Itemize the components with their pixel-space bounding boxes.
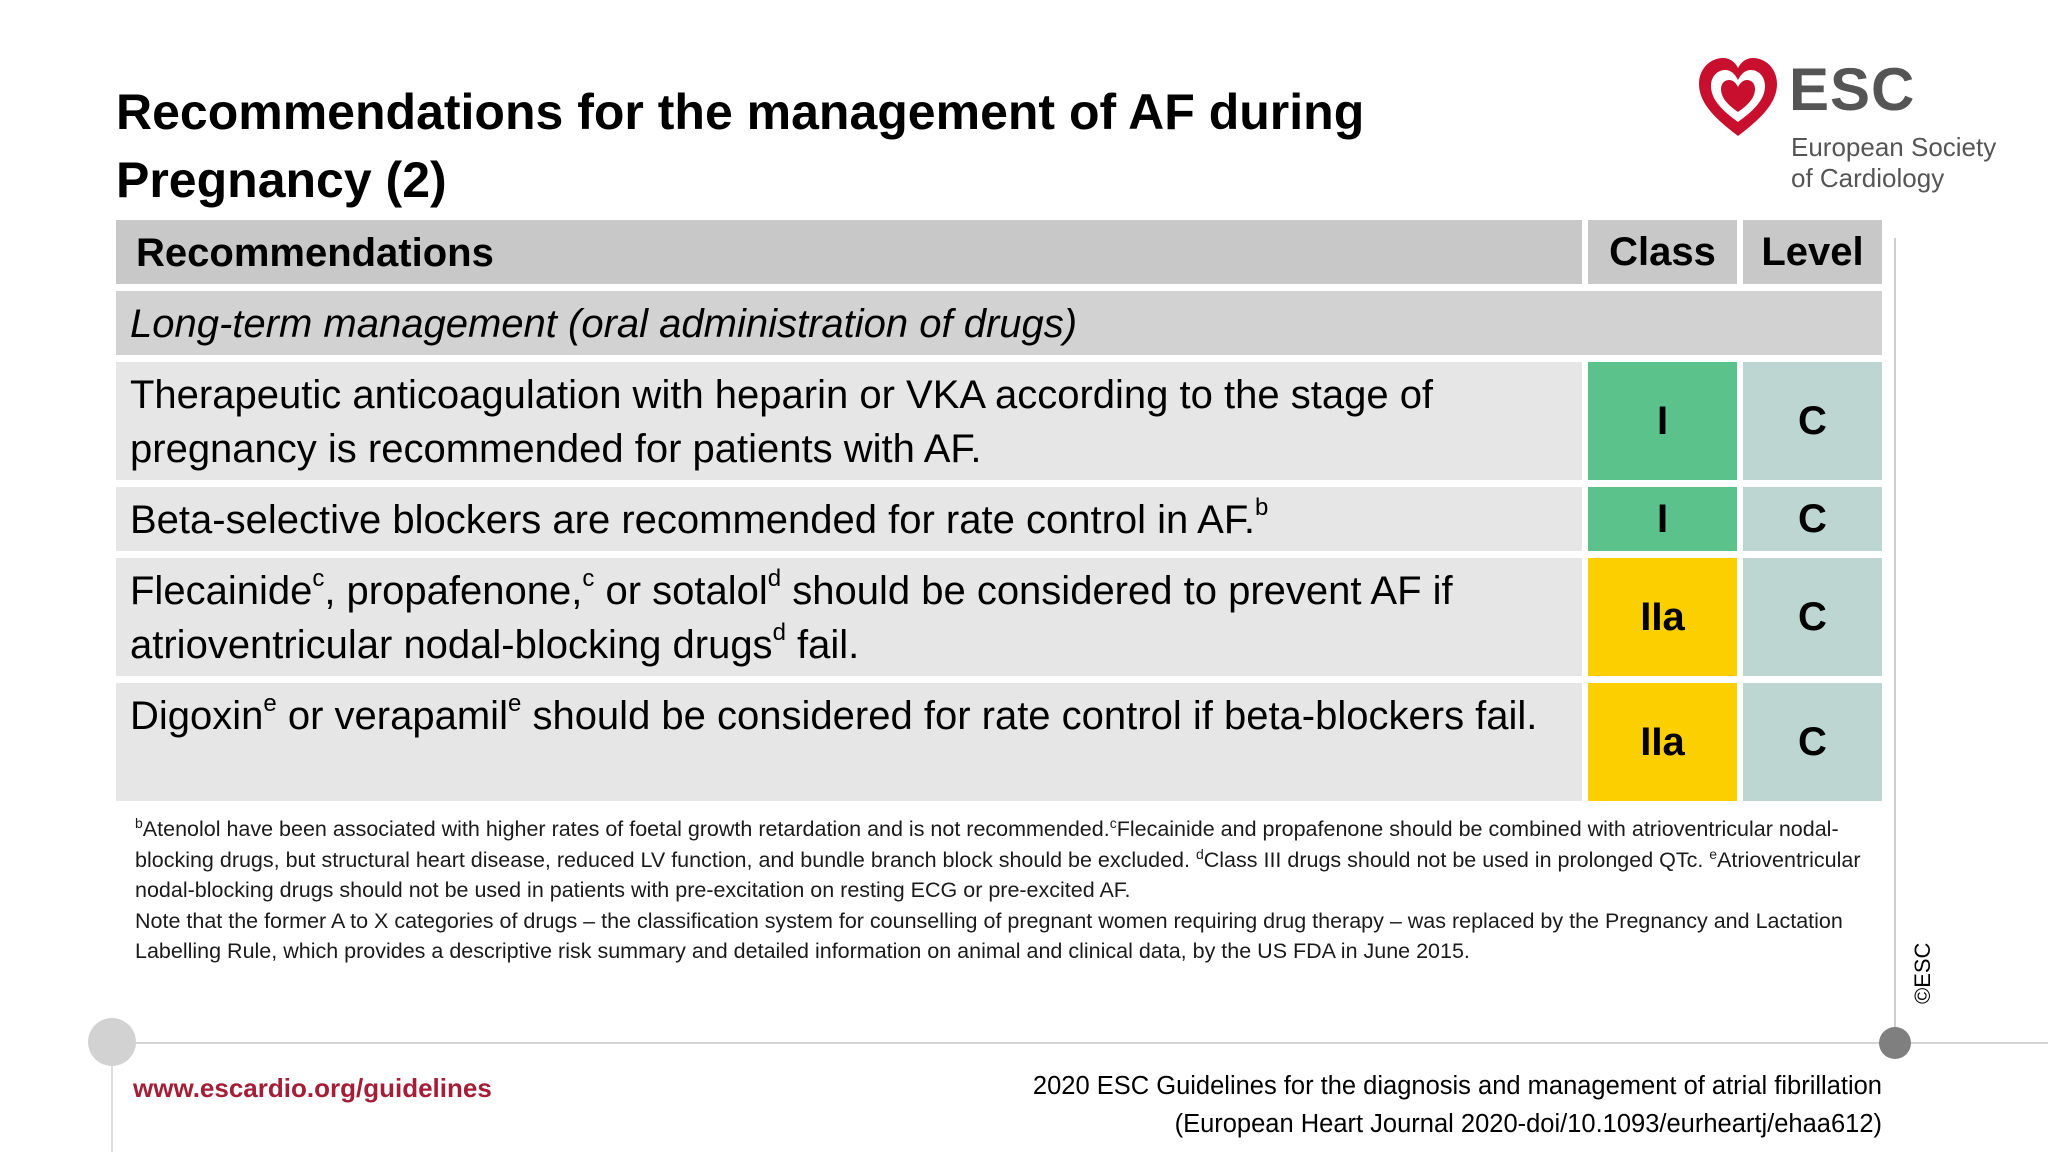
section-title: Long-term management (oral administration of drugs) (116, 291, 1882, 355)
footnotes (135, 814, 1895, 967)
header-class: Class (1588, 220, 1737, 284)
class-badge: I (1588, 487, 1737, 551)
recommendation-text: Flecainide$^c$, propafenone,$^c$ or sotalol$^d$ should be considered to prevent AF if atrioventricular nodal-blocking drugs$^d$ fail. (116, 558, 1582, 676)
guidelines-link[interactable]: www.escardio.org/guidelines (133, 1073, 492, 1103)
section-row (116, 291, 1882, 355)
level-badge: C (1743, 558, 1882, 676)
citation: 2020 ESC Guidelines for the diagnosis and management of atrial fibrillation (European Heart Journal 2020-doi/10.1093/eurheartj/ehaa612) (1032, 1072, 1882, 1138)
heart-logo-icon (1697, 56, 1779, 142)
recommendation-text: Beta-selective blockers are recommended for rate control in AF.$^b$ (116, 487, 1582, 551)
recommendation-text: Therapeutic anticoagulation with heparin or VKA according to the stage of pregnancy is recommended for patients with AF. (116, 362, 1582, 480)
table-row (116, 683, 1882, 801)
table-row (116, 558, 1882, 676)
table-row (116, 487, 1882, 551)
class-badge: IIa (1588, 683, 1737, 801)
page-title: Recommendations for the management of AF during Pregnancy (2) (116, 84, 1365, 208)
recommendation-text: Digoxin$^e$ or verapamil$^e$ should be considered for rate control if beta-blockers fail. (116, 683, 1582, 801)
footer-divider (112, 1042, 2048, 1044)
footer-left-dot (88, 1018, 136, 1066)
right-divider (1894, 238, 1896, 1040)
level-badge: C (1743, 487, 1882, 551)
class-badge: I (1588, 362, 1737, 480)
footer-left-line (111, 1066, 113, 1152)
copyright-label: ©ESC (1910, 942, 1935, 1004)
header-recommendations: Recommendations (116, 220, 1582, 284)
table-row (116, 362, 1882, 480)
level-badge: C (1743, 683, 1882, 801)
table-header-row (116, 220, 1882, 284)
footnote-note: Note that the former A to X categories of drugs – the classification system for counselling of pregnant women requiring drug therapy – was replaced by the Pregnancy and Lactation Labelling Rule, which provides a descriptive risk summary and detailed information on animal and clinical data, by the US FDA in June 2015. (135, 908, 1843, 963)
logo-fullname: European Society of Cardiology (1791, 132, 1997, 193)
esc-logo (1697, 52, 2027, 202)
class-badge: IIa (1588, 558, 1737, 676)
header-level: Level (1743, 220, 1882, 284)
level-badge: C (1743, 362, 1882, 480)
footnote-text: $^b$Atenolol have been associated with higher rates of foetal growth retardation and is not recommended.$^c$Flecainide and propafenone should be combined with atrioventricular nodal-blocking drugs, but structural heart disease, reduced LV function, and bundle branch block should be excluded. $^d$Class III drugs should not be used in prolonged QTc. $^e$Atrioventricular nodal-blocking drugs should not be used in patients with pre-excitation on resting ECG or pre-excited AF. (135, 815, 1861, 902)
footer-right-dot (1879, 1027, 1911, 1059)
logo-acronym: ESC (1789, 56, 1916, 123)
